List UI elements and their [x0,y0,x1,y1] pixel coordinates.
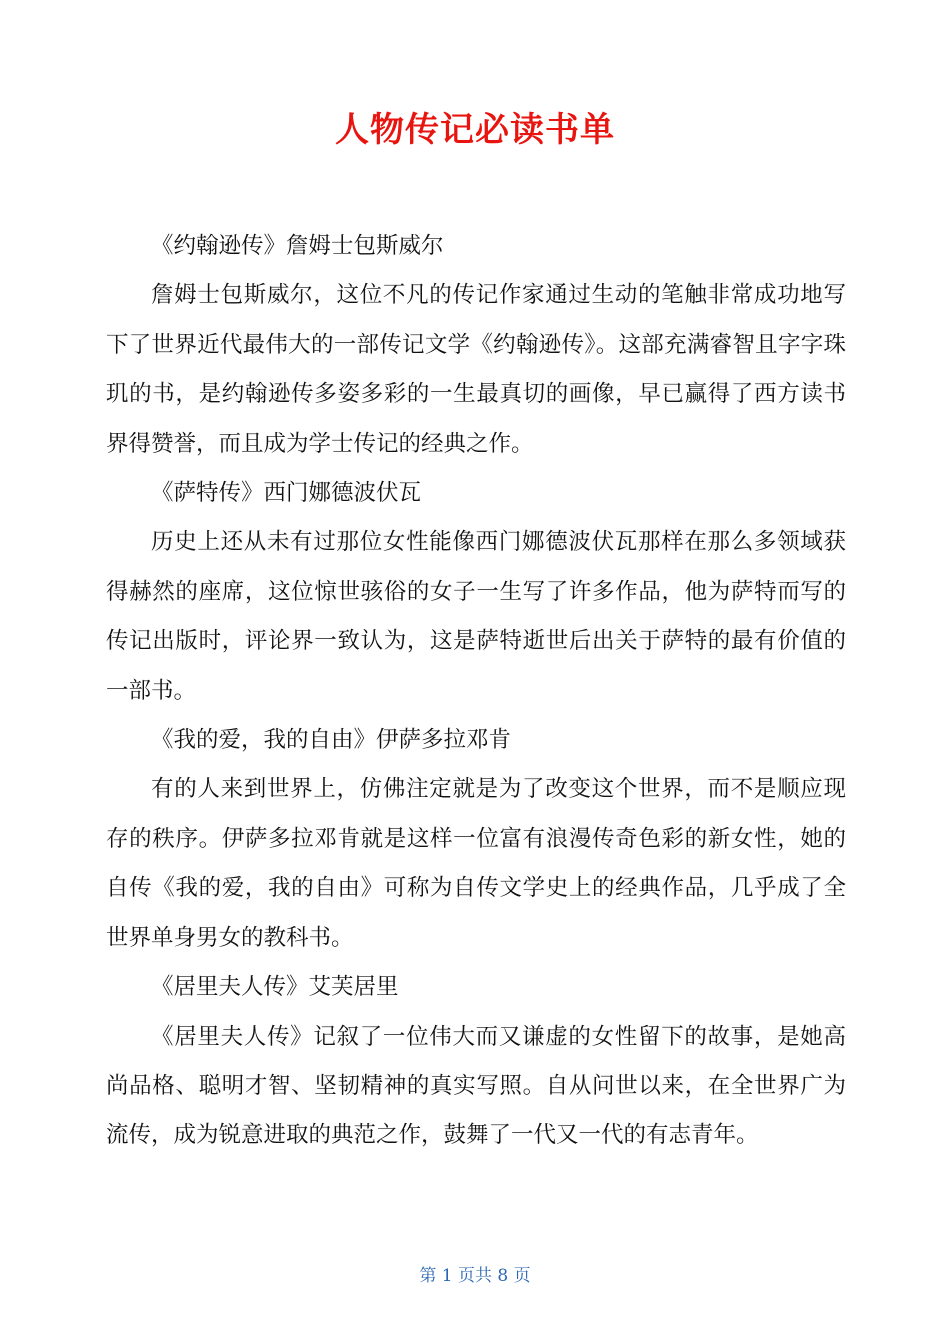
page-number-footer: 第 1 页共 8 页 [419,1266,531,1286]
book-description-duncan: 有的人来到世界上，仿佛注定就是为了改变这个世界，而不是顺应现存的秩序。伊萨多拉邓肯就是这样一位富有浪漫传奇色彩的新女性，她的自传《我的爱，我的自由》可称为自传文学史上的经典作品，几乎成了全世界单身男女的教科书。 [106,776,846,951]
document-body [106,222,846,1161]
book-description-johnson: 詹姆士包斯威尔，这位不凡的传记作家通过生动的笔触非常成功地写下了世界近代最伟大的一部传记文学《约翰逊传》。这部充满睿智且字字珠玑的书，是约翰逊传多姿多彩的一生最真切的画像，早已赢得了西方读书界得赞誉，而且成为学士传记的经典之作。 [106,282,846,457]
document-title: 人物传记必读书单 [335,110,615,150]
book-heading-duncan: 《我的爱，我的自由》伊萨多拉邓肯 [151,727,512,754]
book-description-curie: 《居里夫人传》记叙了一位伟大而又谦虚的女性留下的故事，是她高尚品格、聪明才智、坚韧精神的真实写照。自从问世以来，在全世界广为流传，成为锐意进取的典范之作，鼓舞了一代又一代的有志青年。 [106,1023,846,1149]
book-heading-sartre: 《萨特传》西门娜德波伏瓦 [151,480,422,507]
book-heading-johnson: 《约翰逊传》詹姆士包斯威尔 [151,233,444,259]
book-heading-curie: 《居里夫人传》艾芙居里 [151,974,399,1001]
book-description-sartre: 历史上还从未有过那位女性能像西门娜德波伏瓦那样在那么多领域获得赫然的座席，这位惊世骇俗的女子一生写了许多作品，他为萨特而写的传记出版时，评论界一致认为，这是萨特逝世后出关于萨特的最有价值的一部书。 [106,529,846,704]
